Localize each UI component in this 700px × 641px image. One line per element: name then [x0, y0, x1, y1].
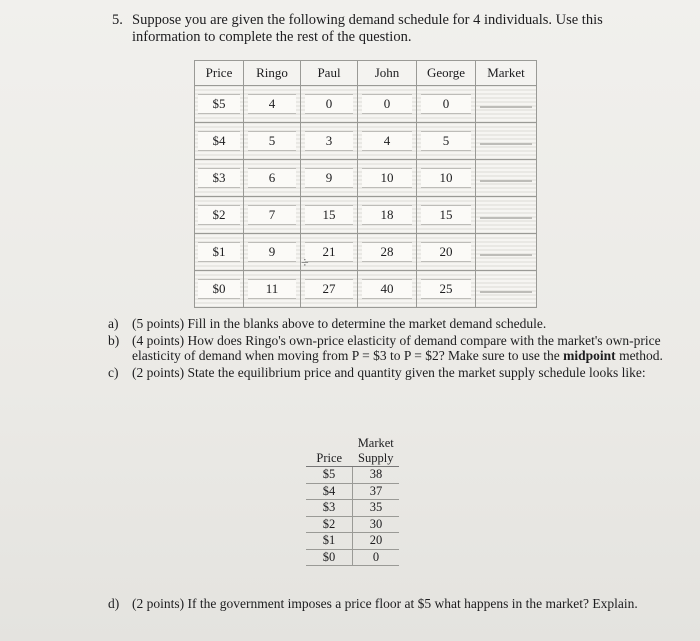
ringo-cell: 6: [244, 160, 301, 197]
part-a: [108, 316, 668, 331]
part-b-label: b): [108, 333, 120, 348]
table-row: $4 37: [306, 483, 399, 500]
table-row: $2 30: [306, 516, 399, 533]
part-b-text: (4 points) How does Ringo's own-price elasticity of demand compare with the market's own-price elasticity of demand when moving from P = $3 to P = $2? Make sure to use the midpoint method.: [132, 333, 663, 363]
table-row: [195, 160, 537, 197]
john-cell: 18: [358, 197, 417, 234]
header-john: John: [358, 61, 417, 86]
table-row: [195, 271, 537, 308]
question-parts: [108, 316, 668, 382]
table-row: $5 38: [306, 467, 399, 484]
paul-cell: 9: [301, 160, 358, 197]
george-cell: 10: [417, 160, 476, 197]
part-d-text: (2 points) If the government imposes a price floor at $5 what happens in the market? Explain.: [132, 596, 638, 611]
header-george: George: [417, 61, 476, 86]
table-row: $3 35: [306, 500, 399, 517]
george-cell: 5: [417, 123, 476, 160]
table-row: [195, 234, 537, 271]
ringo-cell: 5: [244, 123, 301, 160]
header-price: Price: [195, 61, 244, 86]
supply-header-price: Price: [306, 436, 353, 467]
ringo-cell: 9: [244, 234, 301, 271]
demand-header-row: [195, 61, 537, 86]
price-cell: $0: [195, 271, 244, 308]
header-paul: Paul: [301, 61, 358, 86]
market-blank-cell[interactable]: [476, 234, 537, 271]
john-cell: 28: [358, 234, 417, 271]
george-cell: 20: [417, 234, 476, 271]
john-cell: 10: [358, 160, 417, 197]
john-cell: 40: [358, 271, 417, 308]
table-row: [195, 86, 537, 123]
part-a-text: (5 points) Fill in the blanks above to determine the market demand schedule.: [132, 316, 547, 331]
price-cell: $5: [195, 86, 244, 123]
price-cell: $1: [195, 234, 244, 271]
paul-cell: 0: [301, 86, 358, 123]
paul-cell: 15: [301, 197, 358, 234]
part-b: [108, 333, 668, 363]
part-c-text: (2 points) State the equilibrium price and quantity given the market supply schedule looks like:: [132, 365, 646, 380]
table-row: $1 20: [306, 533, 399, 550]
table-row: [195, 123, 537, 160]
cursor-icon: ÷: [301, 256, 309, 271]
supply-header-market-supply: Market Supply: [353, 436, 400, 467]
price-cell: $3: [195, 160, 244, 197]
george-cell: 15: [417, 197, 476, 234]
market-blank-cell[interactable]: [476, 123, 537, 160]
table-row: $0 0: [306, 549, 399, 566]
george-cell: 25: [417, 271, 476, 308]
market-blank-cell[interactable]: [476, 271, 537, 308]
ringo-cell: 7: [244, 197, 301, 234]
header-market: Market: [476, 61, 537, 86]
midpoint-emphasis: midpoint: [563, 348, 616, 363]
header-ringo: Ringo: [244, 61, 301, 86]
part-a-label: a): [108, 316, 119, 331]
table-row: [195, 197, 537, 234]
market-blank-cell[interactable]: [476, 160, 537, 197]
ringo-cell: 4: [244, 86, 301, 123]
part-c-label: c): [108, 365, 119, 380]
paul-cell: 27: [301, 271, 358, 308]
part-d-label: d): [108, 596, 120, 611]
part-c: [108, 365, 668, 380]
george-cell: 0: [417, 86, 476, 123]
ringo-cell: 11: [244, 271, 301, 308]
question-number: 5.: [112, 12, 123, 28]
supply-header-row: [306, 436, 399, 467]
paul-cell: 21: [301, 234, 358, 271]
price-cell: $4: [195, 123, 244, 160]
part-d: [108, 596, 668, 611]
john-cell: 4: [358, 123, 417, 160]
price-cell: $2: [195, 197, 244, 234]
question-text: Suppose you are given the following demand schedule for 4 individuals. Use this information to complete the rest of the question.: [132, 12, 603, 45]
demand-schedule-table: [194, 60, 537, 308]
john-cell: 0: [358, 86, 417, 123]
market-supply-table: [306, 436, 399, 566]
market-blank-cell[interactable]: [476, 197, 537, 234]
market-blank-cell[interactable]: [476, 86, 537, 123]
paul-cell: 3: [301, 123, 358, 160]
